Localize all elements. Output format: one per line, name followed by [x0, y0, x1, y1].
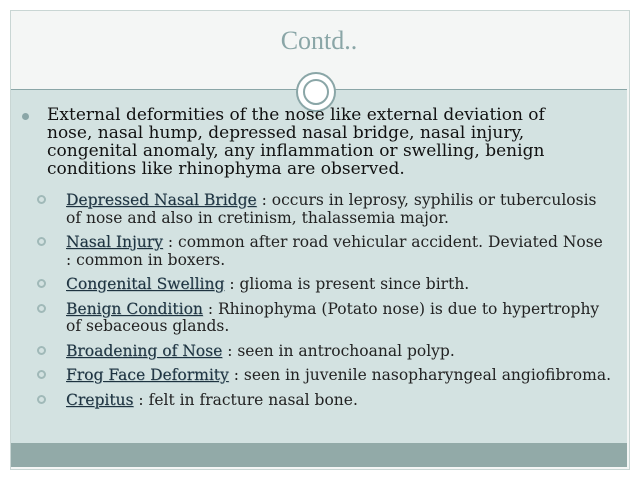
- ring-bullet-icon: [37, 195, 46, 204]
- sub-bullet-term: Frog Face Deformity: [66, 366, 229, 384]
- ring-bullet-icon: [37, 304, 46, 313]
- bullet-dot-icon: [22, 113, 29, 120]
- main-bullet-text: External deformities of the nose like external deviation of nose, nasal hump, depressed nasal bridge, nasal injury, congenital anomaly, any inflammation or swelling, benign conditions like rhinophyma are observed.: [47, 105, 545, 179]
- sub-bullet-text: [66, 192, 612, 227]
- sub-bullet-term: Benign Condition: [66, 299, 203, 318]
- sub-bullet-description: : common after road vehicular accident. Deviated Nose : common in boxers.: [66, 233, 603, 269]
- sub-bullet-text: [66, 301, 612, 336]
- ring-bullet-icon: [37, 346, 46, 355]
- sub-bullet-text: [66, 392, 612, 410]
- sub-bullet-text: [66, 276, 612, 294]
- sub-bullet-item: [37, 276, 612, 294]
- sub-bullet-item: [37, 343, 612, 361]
- sub-bullet-term: Congenital Swelling: [66, 275, 225, 293]
- ring-bullet-icon: [37, 395, 46, 404]
- sub-bullet-term: Nasal Injury: [66, 233, 163, 251]
- sub-bullet-description: : felt in fracture nasal bone.: [133, 390, 358, 409]
- sub-bullet-item: [37, 367, 612, 385]
- sub-bullet-term: Crepitus: [66, 390, 134, 409]
- sub-bullet-term: Depressed Nasal Bridge: [66, 191, 257, 209]
- sub-bullet-description: : seen in juvenile nasopharyngeal angiofibroma.: [228, 366, 611, 384]
- ring-bullet-icon: [37, 370, 46, 379]
- sub-bullet-text: [66, 343, 612, 361]
- sub-bullet-list: [37, 192, 612, 416]
- sub-bullet-text: [66, 367, 612, 385]
- sub-bullet-item: [37, 192, 612, 227]
- sub-bullet-description: : occurs in leprosy, syphilis or tuberculosis of nose and also in cretinism, thalassemia major.: [66, 191, 597, 227]
- sub-bullet-text: [66, 234, 612, 269]
- footer-band: [11, 443, 627, 467]
- ring-bullet-icon: [37, 237, 46, 246]
- sub-bullet-description: : Rhinophyma (Potato nose) is due to hypertrophy of sebaceous glands.: [66, 299, 600, 335]
- sub-bullet-description: : seen in antrochoanal polyp.: [222, 341, 455, 360]
- ring-bullet-icon: [37, 279, 46, 288]
- sub-bullet-description: : glioma is present since birth.: [224, 275, 470, 293]
- main-bullet: [22, 106, 582, 178]
- sub-bullet-item: [37, 392, 612, 410]
- slide-title: Contd..: [280, 26, 358, 55]
- sub-bullet-term: Broadening of Nose: [66, 341, 223, 360]
- sub-bullet-item: [37, 234, 612, 269]
- sub-bullet-item: [37, 301, 612, 336]
